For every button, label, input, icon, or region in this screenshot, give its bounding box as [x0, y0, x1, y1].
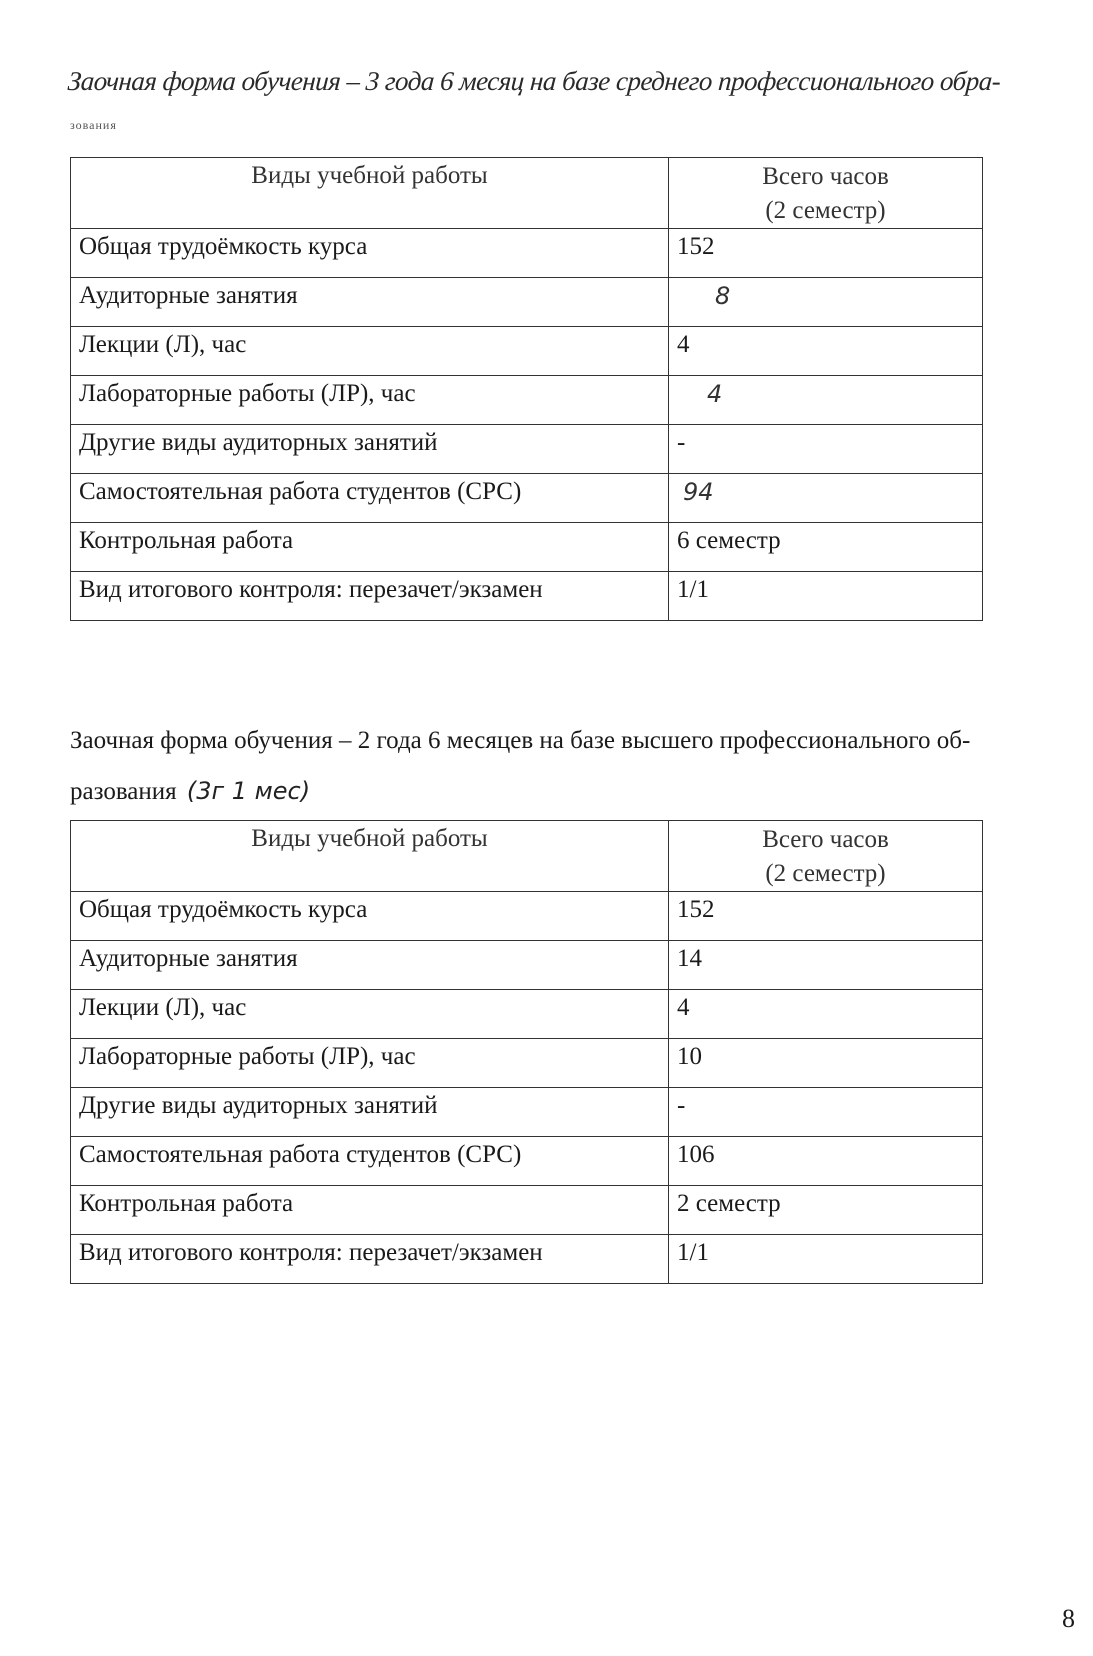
header-total-hours-line2: (2 семестр) — [765, 197, 886, 224]
row-value: 4 — [669, 990, 983, 1039]
row-label: Аудиторные занятия — [71, 278, 669, 327]
table-row — [71, 1137, 983, 1186]
row-value-handwritten: 4 — [669, 376, 983, 425]
row-value: - — [669, 425, 983, 474]
table-row — [71, 990, 983, 1039]
section2-heading — [70, 716, 1082, 817]
header-total-hours — [669, 821, 983, 892]
table-row — [71, 941, 983, 990]
header-total-hours-line1: Всего часов — [762, 826, 889, 853]
header-total-hours-line1: Всего часов — [762, 163, 889, 190]
hours-table-1 — [70, 157, 983, 621]
row-label: Другие виды аудиторных занятий — [71, 425, 669, 474]
table-row — [71, 892, 983, 941]
row-value: 10 — [669, 1039, 983, 1088]
section1-heading-continuation: зования — [70, 118, 117, 132]
row-label: Общая трудоёмкость курса — [71, 229, 669, 278]
row-label: Вид итогового контроля: перезачет/экзамен — [71, 572, 669, 621]
table-row — [71, 425, 983, 474]
row-value-handwritten: 8 — [669, 278, 983, 327]
table-row — [71, 278, 983, 327]
section2-heading-line2-wrap — [70, 766, 1082, 817]
row-value: 1/1 — [669, 1235, 983, 1284]
row-label: Лекции (Л), час — [71, 990, 669, 1039]
row-label: Лекции (Л), час — [71, 327, 669, 376]
section1-heading: Заочная форма обучения – 3 года 6 месяц на базе среднего профессионального обра- — [66, 66, 1002, 96]
row-value: - — [669, 1088, 983, 1137]
header-total-hours-line2: (2 семестр) — [765, 860, 886, 887]
row-label: Общая трудоёмкость курса — [71, 892, 669, 941]
row-value: 106 — [669, 1137, 983, 1186]
row-label: Аудиторные занятия — [71, 941, 669, 990]
table-row — [71, 327, 983, 376]
header-work-types: Виды учебной работы — [71, 821, 669, 892]
table-header-row — [71, 158, 983, 229]
row-value: 152 — [669, 229, 983, 278]
table-row — [71, 1186, 983, 1235]
header-total-hours — [669, 158, 983, 229]
row-value: 152 — [669, 892, 983, 941]
table-row — [71, 572, 983, 621]
row-value: 4 — [669, 327, 983, 376]
row-label: Лабораторные работы (ЛР), час — [71, 376, 669, 425]
row-value: 2 семестр — [669, 1186, 983, 1235]
row-value: 1/1 — [669, 572, 983, 621]
hours-table-2 — [70, 820, 983, 1284]
row-label: Контрольная работа — [71, 1186, 669, 1235]
table-row — [71, 1039, 983, 1088]
table-row — [71, 376, 983, 425]
header-work-types: Виды учебной работы — [71, 158, 669, 229]
row-label: Вид итогового контроля: перезачет/экзамен — [71, 1235, 669, 1284]
row-label: Самостоятельная работа студентов (СРС) — [71, 474, 669, 523]
section2-heading-line2: разования — [70, 778, 177, 805]
section2-heading-line1: Заочная форма обучения – 2 года 6 месяцев на базе высшего профессионального об- — [70, 727, 971, 754]
row-label: Другие виды аудиторных занятий — [71, 1088, 669, 1137]
row-value: 6 семестр — [669, 523, 983, 572]
table-row — [71, 523, 983, 572]
page-number: 8 — [1062, 1604, 1075, 1633]
row-label: Самостоятельная работа студентов (СРС) — [71, 1137, 669, 1186]
handwritten-note: (3г 1 мес) — [186, 777, 311, 805]
table-header-row — [71, 821, 983, 892]
table-row — [71, 1235, 983, 1284]
row-value: 14 — [669, 941, 983, 990]
row-label: Контрольная работа — [71, 523, 669, 572]
table-row — [71, 474, 983, 523]
table-row — [71, 229, 983, 278]
row-value-handwritten: 94 — [669, 474, 983, 523]
table-row — [71, 1088, 983, 1137]
row-label: Лабораторные работы (ЛР), час — [71, 1039, 669, 1088]
